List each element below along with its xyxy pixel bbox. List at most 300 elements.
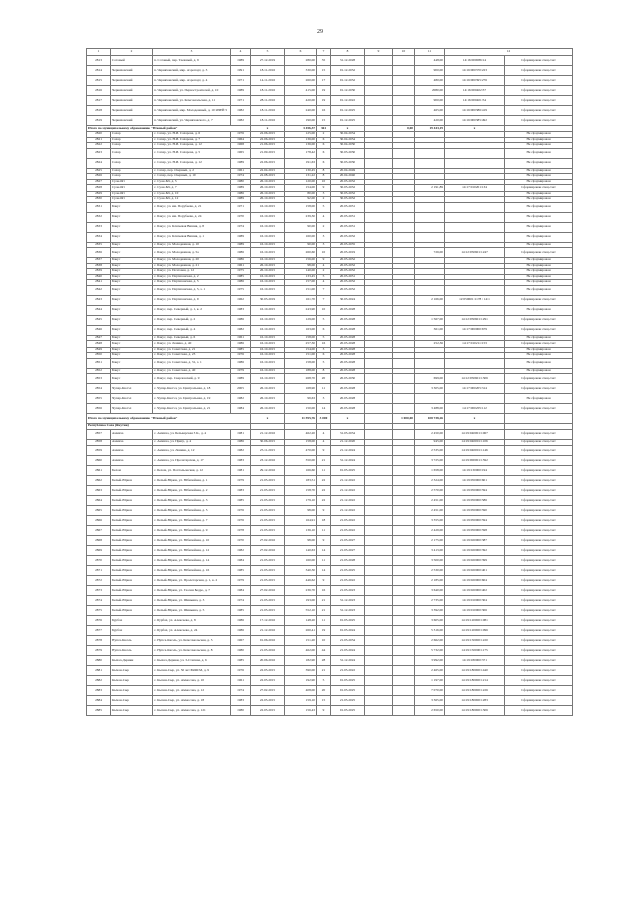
table-cell: 2835 [87, 242, 111, 248]
table-cell: Не сформирован [505, 168, 573, 174]
table-cell: 168,90 [285, 384, 317, 394]
table-cell: 16 [317, 586, 331, 596]
subtotal-row [87, 414, 573, 424]
table-cell: 2866 [87, 516, 111, 526]
table-cell: 14:19:020000:401 [445, 566, 505, 576]
table-cell: 21.05.2028 [331, 556, 365, 566]
table-cell: 5 [317, 335, 331, 341]
table-cell: х [331, 126, 365, 132]
table-cell [445, 222, 505, 232]
table-cell [393, 506, 415, 516]
table-cell: 2880 [87, 656, 111, 666]
table-cell: 3 456,37 [285, 126, 317, 132]
table-cell [393, 285, 415, 295]
table-cell [365, 606, 393, 616]
table-cell: Не сформирован [505, 202, 573, 212]
table-cell: 7 070,00 [415, 686, 445, 696]
table-cell: 2831 [87, 202, 111, 212]
table-cell [445, 394, 505, 404]
table-cell: 236,70 [285, 586, 317, 596]
table-row [87, 676, 573, 686]
table-row [87, 158, 573, 168]
table-cell: 182,90 [285, 656, 317, 666]
table-cell: 14:19:050000:601 [445, 476, 505, 486]
table-cell: 160,00 [285, 556, 317, 566]
table-cell: с. Белый-Юрюн, ул. Юбилейная, д. 1 [153, 476, 231, 486]
table-cell: 21.05.2027 [331, 546, 365, 556]
table-cell: 3 305,00 [415, 384, 445, 394]
table-cell: 3 [317, 347, 331, 353]
table-cell: 446,62 [285, 576, 317, 586]
table-cell: 2885 [87, 706, 111, 716]
table-cell: 6 [317, 137, 331, 143]
table-cell: 31.12.2024 [331, 656, 365, 666]
table-cell: 1983 [231, 696, 251, 706]
table-cell: 193,00 [285, 596, 317, 606]
table-cell: Сформирован спец.счет [505, 429, 573, 439]
table-cell: с. Кычан-Сыр, ул. Аммосова, д. 10 [153, 676, 231, 686]
table-cell: 2874 [87, 596, 111, 606]
table-cell: Сформирован спец.счет [505, 295, 573, 305]
table-cell: 27.12.2019 [251, 56, 285, 66]
table-cell: 14.11.2016 [251, 76, 285, 86]
table-cell: 125,00 [285, 132, 317, 138]
table-cell: с. Сахар, ул. Н.И. Сахарова, д. 12 [153, 143, 231, 149]
table-cell: 7 [317, 295, 331, 305]
table-cell: 14:19:040001:1146 [445, 446, 505, 456]
table-cell: 2822 [87, 143, 111, 149]
table-cell: с. Бакус, ул. Партизанская, д. 2 [153, 274, 231, 280]
table-cell: Белый-Юрюн [111, 486, 153, 496]
table-cell: Белый-Юрюн [111, 566, 153, 576]
table-cell [365, 526, 393, 536]
table-cell: 408,00 [285, 686, 317, 696]
table-row [87, 516, 573, 526]
table-cell: 159,10 [285, 696, 317, 706]
table-cell: 1991 [231, 66, 251, 76]
table-cell: с. Аммаха, ул. Пригр, д. 4 [153, 439, 231, 446]
table-cell: 21 [317, 606, 331, 616]
table-cell: Не сформирован [505, 285, 573, 295]
table-cell [365, 466, 393, 476]
table-cell: 19 443,19 [415, 126, 445, 132]
table-cell: Сформирован спец.счет [505, 315, 573, 325]
table-cell [365, 586, 393, 596]
table-row [87, 626, 573, 636]
table-cell [365, 86, 393, 96]
table-cell [393, 305, 415, 315]
table-cell: 257,30 [285, 341, 317, 348]
table-cell: 22.05.2015 [251, 676, 285, 686]
table-cell: Чупар-Кюгэл [111, 404, 153, 414]
table-cell: 2819 [87, 116, 111, 126]
table-cell: Белом [111, 466, 153, 476]
table-cell [365, 446, 393, 456]
table-cell: 2870 [87, 556, 111, 566]
table-cell: 20.05.2028 [331, 368, 365, 374]
table-cell: 4 [317, 212, 331, 222]
table-cell: 01.12.2025 [331, 116, 365, 126]
table-cell [393, 496, 415, 506]
table-cell: 21.09.2015 [251, 148, 285, 158]
table-cell: 6 [317, 158, 331, 168]
table-cell [365, 76, 393, 86]
table-cell: 4 [317, 280, 331, 286]
table-cell: 11 [317, 526, 331, 536]
table-cell: 15 [317, 696, 331, 706]
table-cell: 2080,00 [415, 86, 445, 96]
table-cell: с. Бакус, ул. Молодежная, д. 5а [153, 248, 231, 258]
table-cell: 20.05.2028 [331, 394, 365, 404]
table-cell: Сформирован спец.счет [505, 676, 573, 686]
table-cell: Сформирован спец.счет [505, 656, 573, 666]
column-header: 1 [87, 49, 111, 56]
table-cell: п. Черняховский, мкр. Аэропорт, д. 4 [153, 76, 231, 86]
table-row [87, 496, 573, 506]
table-cell [393, 686, 415, 696]
table-cell: 2842 [87, 285, 111, 295]
table-cell: с. Суон-Ыт, д. 10 [153, 191, 231, 197]
table-cell: 18.11.2016 [251, 116, 285, 126]
table-cell: Бакус [111, 232, 153, 242]
table-cell: п. Сотовый, пер. Таежный, д. 9 [153, 56, 231, 66]
table-cell: Не сформирован [505, 335, 573, 341]
table-cell [415, 222, 445, 232]
table-cell: 361 [317, 126, 331, 132]
table-cell: 1961 [231, 263, 251, 269]
table-cell: 31.12.2023 [331, 596, 365, 606]
table-cell: 3 [317, 232, 331, 242]
table-cell: 14:16:000385:492 [445, 116, 505, 126]
table-cell: 29.12.2016 [251, 466, 285, 476]
table-cell: 16.10.2015 [251, 212, 285, 222]
table-cell [415, 148, 445, 158]
table-cell: 21.05.2022 [331, 576, 365, 586]
table-cell: 9 [317, 258, 331, 264]
table-cell [365, 295, 393, 305]
table-cell: 2869 [87, 546, 111, 556]
table-cell: 27.02.2016 [251, 536, 285, 546]
table-cell: 1983 [231, 486, 251, 496]
column-header: 11 [415, 49, 445, 56]
table-cell: 156,00 [285, 258, 317, 264]
table-cell [445, 285, 505, 295]
table-cell: 2876 [87, 616, 111, 626]
table-cell [365, 496, 393, 506]
table-cell: Белый-Юрюн [111, 546, 153, 556]
table-cell [415, 158, 445, 168]
table-cell: Сформирован спец.счет [505, 476, 573, 486]
table-cell: 2 465,00 [415, 666, 445, 676]
table-cell: 01.05.2025 [331, 706, 365, 716]
table-cell: 4 [317, 439, 331, 446]
table-cell: 11 [317, 616, 331, 626]
table-cell: 183,51 [285, 476, 317, 486]
table-cell [365, 285, 393, 295]
table-cell: 31.12.2028 [331, 56, 365, 66]
table-cell: 2 185,00 [415, 576, 445, 586]
table-cell: с. Бакус, ул. Советская, д. 21 [153, 347, 231, 353]
table-cell: 21.05.2015 [251, 606, 285, 616]
table-cell: 2873 [87, 586, 111, 596]
table-cell: 01.05.2024 [331, 626, 365, 636]
table-cell: 462,00 [285, 646, 317, 656]
table-cell: 14:19:120000:1096 [445, 626, 505, 636]
table-cell [365, 546, 393, 556]
table-cell: 11 595,76 [285, 414, 317, 424]
table-cell: 26.10.2015 [251, 404, 285, 414]
table-row [87, 666, 573, 676]
table-cell: 30.04.2034 [331, 132, 365, 138]
table-cell [393, 516, 415, 526]
table-cell: 27.02.2016 [251, 546, 285, 556]
table-cell: 2 662,00 [415, 636, 445, 646]
table-cell: с. Бурбах, ул. Алексеева, д. 24 [153, 626, 231, 636]
table-cell [393, 148, 415, 158]
table-cell: Бурбах [111, 616, 153, 626]
table-cell: 2837 [87, 258, 111, 264]
table-cell [365, 666, 393, 676]
table-row [87, 476, 573, 486]
table-cell: 14:16:000086:14 [445, 56, 505, 66]
table-cell [365, 486, 393, 496]
table-cell: 5 [317, 358, 331, 368]
table-cell: 2830 [87, 197, 111, 203]
table-row [87, 96, 573, 106]
table-cell: Белый-Юрюн [111, 516, 153, 526]
table-cell: 9 [317, 536, 331, 546]
table-cell: с. Чупар-Кюгэл, ул. Центральная, д. 19 [153, 394, 231, 404]
column-header: 10 [393, 49, 415, 56]
table-cell [393, 66, 415, 76]
table-cell: Не сформирован [505, 137, 573, 143]
table-cell: 14:17:000205:314 [445, 384, 505, 394]
table-cell: 16.10.2015 [251, 347, 285, 353]
table-row [87, 295, 573, 305]
table-cell: 14 [317, 566, 331, 576]
table-cell: Нупса-Кюэль [111, 636, 153, 646]
table-cell: 21.05.2034 [331, 636, 365, 646]
table-cell: х [445, 414, 505, 424]
table-cell: 21.05.2015 [251, 596, 285, 606]
table-cell: с. Бакус, ул. Ленина, д. 40 [153, 341, 231, 348]
table-cell: 131,22 [285, 174, 317, 180]
table-cell: Бакус [111, 347, 153, 353]
table-cell [365, 66, 393, 76]
table-cell: 1986 [231, 616, 251, 626]
table-cell: Не сформирован [505, 179, 573, 185]
table-cell: 3 [317, 191, 331, 197]
table-cell: Не сформирован [505, 143, 573, 149]
table-cell: 2867 [87, 526, 111, 536]
table-cell: 20.05.2028 [331, 315, 365, 325]
table-cell [365, 106, 393, 116]
table-row [87, 606, 573, 616]
table-cell: 462,20 [285, 429, 317, 439]
table-cell: 157,00 [285, 280, 317, 286]
table-cell: 340,30 [285, 566, 317, 576]
table-cell: 2868 [87, 536, 111, 546]
table-cell: 2824 [87, 158, 111, 168]
table-cell: 16.10.2015 [251, 325, 285, 335]
table-cell: Сформирован спец.счет [505, 496, 573, 506]
table-cell: Бакус [111, 202, 153, 212]
table-cell: 2813 [87, 56, 111, 66]
table-cell: 20.05.2031 [331, 202, 365, 212]
table-cell: 1971 [231, 76, 251, 86]
column-header: 4 [231, 49, 251, 56]
table-cell: Не сформирован [505, 274, 573, 280]
table-cell: Сформирован спец.счет [505, 384, 573, 394]
table-cell [393, 596, 415, 606]
table-cell: 16.10.2015 [251, 368, 285, 374]
table-row [87, 148, 573, 158]
table-cell: 21.05.2015 [251, 576, 285, 586]
table-row [87, 384, 573, 394]
table-cell: 1980 [231, 179, 251, 185]
table-row [87, 456, 573, 466]
table-cell: 14:17:010211:153 [445, 341, 505, 348]
table-cell: 14:19:150000:1220 [445, 636, 505, 646]
table-cell: 7 [317, 285, 331, 295]
table-cell: 1961 [231, 168, 251, 174]
table-cell: 2875 [87, 606, 111, 616]
table-cell: Не сформирован [505, 258, 573, 264]
table-cell: 1989 [231, 374, 251, 384]
table-cell: 164,91 [285, 516, 317, 526]
table-cell: 156,43 [285, 706, 317, 716]
table-cell: 18.11.2016 [251, 86, 285, 96]
table-cell: 2836 [87, 248, 111, 258]
table-row [87, 56, 573, 66]
table-cell: 2862 [87, 476, 111, 486]
table-cell: 21.05.2024 [331, 646, 365, 656]
table-cell: 21.12.2022 [331, 486, 365, 496]
table-cell: с. Сахар, ул. Н.И. Сахарова, д. 12 [153, 158, 231, 168]
table-cell: 1989 [231, 158, 251, 168]
table-row [87, 374, 573, 384]
table-cell: 27.02.2016 [251, 586, 285, 596]
table-cell: п. Черняховский, ул. Первостроителей, д. 10 [153, 86, 231, 96]
table-cell: 699,00 [415, 374, 445, 384]
table-cell: 2 324,00 [415, 476, 445, 486]
table-cell: 14:19:050000:586 [445, 496, 505, 506]
table-cell: 21.05.2022 [331, 516, 365, 526]
table-cell: 2850 [87, 353, 111, 359]
table-cell: Бакус [111, 341, 153, 348]
table-cell: 2 429,00 [415, 526, 445, 536]
table-cell: 98,00 [285, 506, 317, 516]
table-cell [393, 222, 415, 232]
table-cell: 2 451,00 [415, 496, 445, 506]
table-cell: 2854 [87, 384, 111, 394]
table-cell: Не сформирован [505, 280, 573, 286]
table-cell: 1979 [231, 368, 251, 374]
table-cell: 14:19:180000:1226 [445, 686, 505, 696]
table-cell: 30.03.2030 [331, 148, 365, 158]
table-cell: Не сформирован [505, 232, 573, 242]
table-cell: Сформирован спец.счет [505, 606, 573, 616]
table-cell [393, 76, 415, 86]
table-cell: Сахар [111, 168, 153, 174]
table-cell [393, 576, 415, 586]
table-cell: с. Бакус, ул. Партизанская, д. 9 [153, 295, 231, 305]
table-cell: 1982 [231, 546, 251, 556]
table-cell: Сформирован спец.счет [505, 248, 573, 258]
table-cell: 1982 [231, 325, 251, 335]
table-cell: 17.12.2016 [251, 616, 285, 626]
table-cell: Белый-Юрюн [111, 476, 153, 486]
table-cell: 5 732,00 [415, 646, 445, 656]
table-cell: 1976 [231, 506, 251, 516]
table-cell: 22.08.2015 [251, 174, 285, 180]
table-cell: 30.05.2032 [331, 197, 365, 203]
table-cell: 20.05.2028 [331, 358, 365, 368]
table-cell: 2851 [87, 358, 111, 368]
table-cell: 28 [317, 656, 331, 666]
table-cell: 1978 [231, 526, 251, 536]
table-cell: с. Сахар, пер. Озерный, д. 2 [153, 168, 231, 174]
table-cell: 1986 [231, 358, 251, 368]
table-cell: Не сформирован [505, 305, 573, 315]
table-cell [393, 202, 415, 212]
table-cell: 5 [317, 315, 331, 325]
table-cell: 21.06.2015 [251, 143, 285, 149]
table-cell: 1986 [231, 626, 251, 636]
table-cell: Черняховский [111, 66, 153, 76]
column-header: 8 [331, 49, 365, 56]
table-cell: 2 530,00 [415, 566, 445, 576]
table-cell: 14:19:180000:1306 [445, 706, 505, 716]
table-cell: 1974 [231, 596, 251, 606]
table-cell: 16.10.2015 [251, 280, 285, 286]
table-cell: Бакус [111, 263, 153, 269]
table-cell: 900,00 [415, 96, 445, 106]
table-row [87, 66, 573, 76]
row-label: Итого по муниципальному образованию "Южный район" [87, 414, 251, 424]
table-cell: Не сформирован [505, 222, 573, 232]
table-cell: 01.05.2025 [331, 676, 365, 686]
table-cell: 21.05.2023 [331, 586, 365, 596]
table-cell [393, 666, 415, 676]
table-cell: 16.10.2015 [251, 248, 285, 258]
table-cell: с. Суон-Ыт, д. 12 [153, 197, 231, 203]
table-cell [365, 516, 393, 526]
table-cell: 14:16:000401:54 [445, 96, 505, 106]
table-cell: 16.10.2015 [251, 335, 285, 341]
table-cell: 1961 [231, 335, 251, 341]
table-cell: 26.10.2015 [251, 197, 285, 203]
table-cell: Сахар [111, 148, 153, 158]
table-cell [393, 96, 415, 106]
table-cell: 01.12.2032 [331, 76, 365, 86]
table-cell: с. Белый-Юрюн, ул. Шиньина, д. 5 [153, 606, 231, 616]
table-cell: 2849 [87, 347, 111, 353]
table-cell [365, 686, 393, 696]
table-cell: 260,41 [285, 626, 317, 636]
table-cell: 16.10.2015 [251, 315, 285, 325]
table-cell: 10 [317, 636, 331, 646]
table-cell: 1986 [231, 315, 251, 325]
table-cell: Бакус [111, 258, 153, 264]
table-cell: 151,00 [285, 353, 317, 359]
table-cell: 27.02.2015 [251, 686, 285, 696]
table-cell [365, 96, 393, 106]
table-cell: Аммаха [111, 429, 153, 439]
table-cell [393, 636, 415, 646]
table-cell: с. Бакус, пер. Сверловский, д. 9 [153, 374, 231, 384]
table-cell: Аммаха [111, 439, 153, 446]
